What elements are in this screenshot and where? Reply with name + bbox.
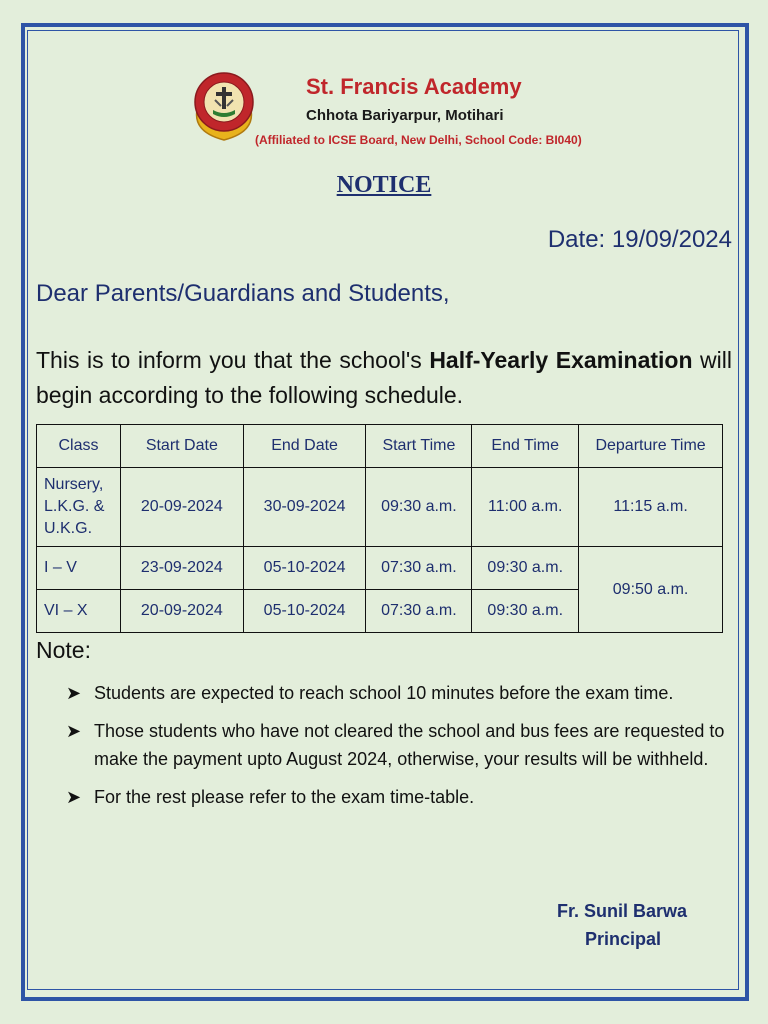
cell-start-time: 07:30 a.m. — [366, 547, 472, 590]
intro-text-before: This is to inform you that the school's — [36, 347, 430, 373]
cell-end-time: 11:00 a.m. — [472, 468, 579, 547]
notes-list — [66, 679, 733, 821]
salutation: Dear Parents/Guardians and Students, — [36, 280, 450, 307]
arrow-bullet-icon: ➤ — [66, 683, 82, 703]
intro-text-after: will begin according to the following schedule. — [36, 347, 732, 408]
cell-departure: 11:15 a.m. — [579, 468, 723, 547]
table-row — [37, 547, 723, 590]
header-start-time: Start Time — [366, 425, 472, 468]
exam-schedule-table — [36, 424, 723, 633]
school-affiliation: (Affiliated to ICSE Board, New Delhi, School Code: BI040) — [255, 133, 582, 147]
header-departure-time: Departure Time — [579, 425, 723, 468]
cell-start-time: 09:30 a.m. — [366, 468, 472, 547]
intro-text-bold: Half-Yearly Examination — [429, 347, 693, 373]
note-text: Students are expected to reach school 10 minutes before the exam time. — [94, 683, 674, 703]
signatory-title: Principal — [585, 929, 662, 949]
cell-start-date: 20-09-2024 — [120, 468, 243, 547]
notice-title: NOTICE — [336, 172, 432, 198]
cell-end-date: 05-10-2024 — [243, 547, 366, 590]
list-item — [66, 717, 733, 773]
table-header-row — [37, 425, 723, 468]
cell-start-date: 20-09-2024 — [120, 590, 243, 633]
cell-end-time: 09:30 a.m. — [472, 547, 579, 590]
intro-paragraph — [36, 343, 732, 413]
cell-class: I – V — [37, 547, 121, 590]
arrow-bullet-icon: ➤ — [66, 787, 82, 807]
cell-end-time: 09:30 a.m. — [472, 590, 579, 633]
school-name: St. Francis Academy — [306, 74, 522, 99]
list-item — [66, 783, 733, 811]
cell-class: VI – X — [37, 590, 121, 633]
cell-end-date: 05-10-2024 — [243, 590, 366, 633]
cell-end-date: 30-09-2024 — [243, 468, 366, 547]
header-class: Class — [37, 425, 121, 468]
cell-departure: 09:50 a.m. — [579, 547, 723, 633]
list-item — [66, 679, 733, 707]
school-crest-icon — [191, 70, 257, 142]
cell-start-time: 07:30 a.m. — [366, 590, 472, 633]
note-text: Those students who have not cleared the school and bus fees are requested to make the payment upto August 2024, otherwise, your results will be withheld. — [94, 721, 725, 769]
header-end-date: End Date — [243, 425, 366, 468]
header-end-time: End Time — [472, 425, 579, 468]
arrow-bullet-icon: ➤ — [66, 721, 82, 741]
table-row — [37, 468, 723, 547]
notice-date: Date: 19/09/2024 — [547, 226, 732, 253]
note-label: Note: — [36, 637, 91, 663]
signatory-name: Fr. Sunil Barwa — [557, 901, 688, 921]
header-start-date: Start Date — [120, 425, 243, 468]
school-address: Chhota Bariyarpur, Motihari — [306, 107, 504, 124]
cell-class: Nursery, L.K.G. & U.K.G. — [37, 468, 121, 547]
note-text: For the rest please refer to the exam time-table. — [94, 787, 475, 807]
cell-start-date: 23-09-2024 — [120, 547, 243, 590]
